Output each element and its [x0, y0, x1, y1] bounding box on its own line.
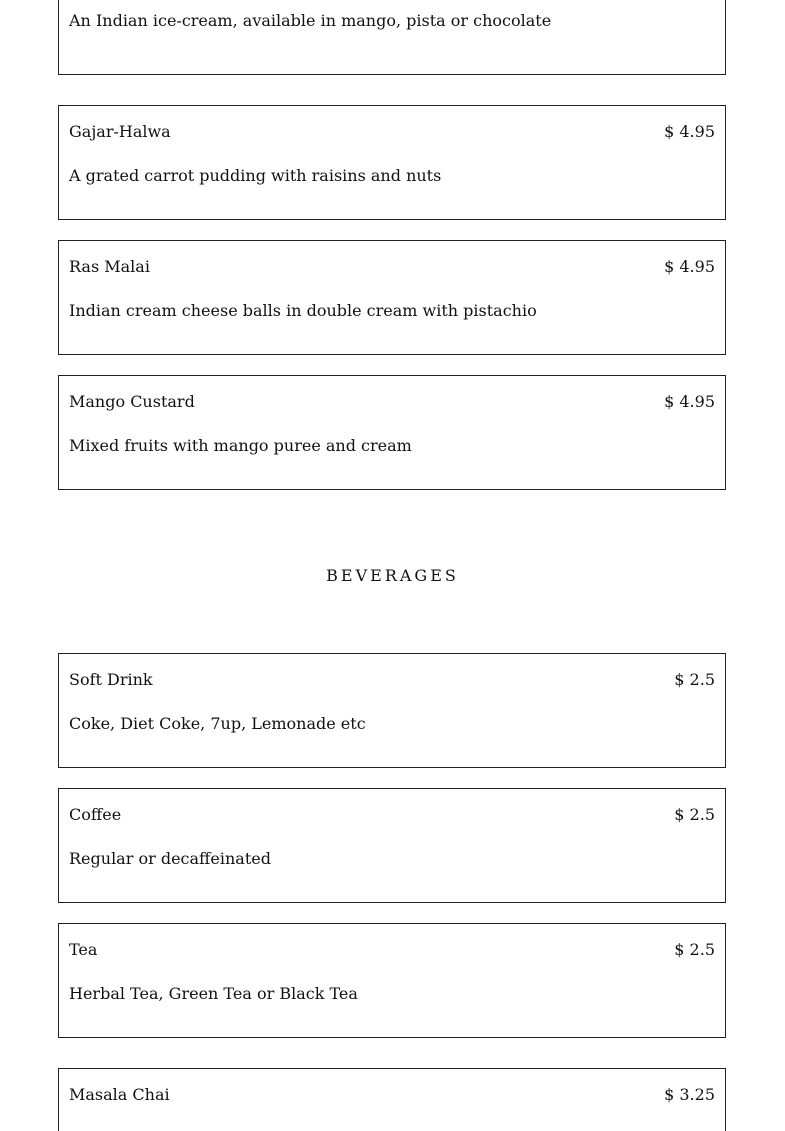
menu-item-description: Mixed fruits with mango puree and cream	[69, 436, 412, 455]
menu-item-name: Coffee	[69, 805, 122, 824]
menu-item-name: Mango Custard	[69, 392, 195, 411]
menu-item-card-tea	[58, 923, 726, 1038]
menu-item-price: $ 4.95	[664, 257, 715, 276]
menu-item-description: Coke, Diet Coke, 7up, Lemonade etc	[69, 714, 366, 733]
menu-item-name: Masala Chai	[69, 1085, 170, 1104]
menu-item-description: Indian cream cheese balls in double cream with pistachio	[69, 301, 537, 320]
menu-item-name: Ras Malai	[69, 257, 150, 276]
menu-item-price: $ 2.5	[674, 940, 715, 959]
menu-item-card	[58, 0, 726, 75]
menu-item-card-gajar-halwa	[58, 105, 726, 220]
menu-item-card-soft-drink	[58, 653, 726, 768]
menu-item-card-masala-chai	[58, 1068, 726, 1131]
menu-item-price: $ 2.5	[674, 670, 715, 689]
menu-item-card-ras-malai	[58, 240, 726, 355]
menu-item-description: Regular or decaffeinated	[69, 849, 271, 868]
menu-item-description: An Indian ice-cream, available in mango, pista or chocolate	[69, 11, 552, 30]
menu-item-card-coffee	[58, 788, 726, 903]
menu-item-description: A grated carrot pudding with raisins and nuts	[69, 166, 442, 185]
menu-item-price: $ 3.25	[664, 1085, 715, 1104]
menu-item-name: Soft Drink	[69, 670, 153, 689]
menu-item-description: Herbal Tea, Green Tea or Black Tea	[69, 984, 358, 1003]
menu-item-price: $ 4.95	[664, 392, 715, 411]
menu-item-price: $ 2.5	[674, 805, 715, 824]
menu-item-price: $ 4.95	[664, 122, 715, 141]
menu-item-card-mango-custard	[58, 375, 726, 490]
menu-item-name: Gajar-Halwa	[69, 122, 171, 141]
menu-item-name: Tea	[69, 940, 98, 959]
section-title-beverages: BEVERAGES	[326, 566, 459, 585]
